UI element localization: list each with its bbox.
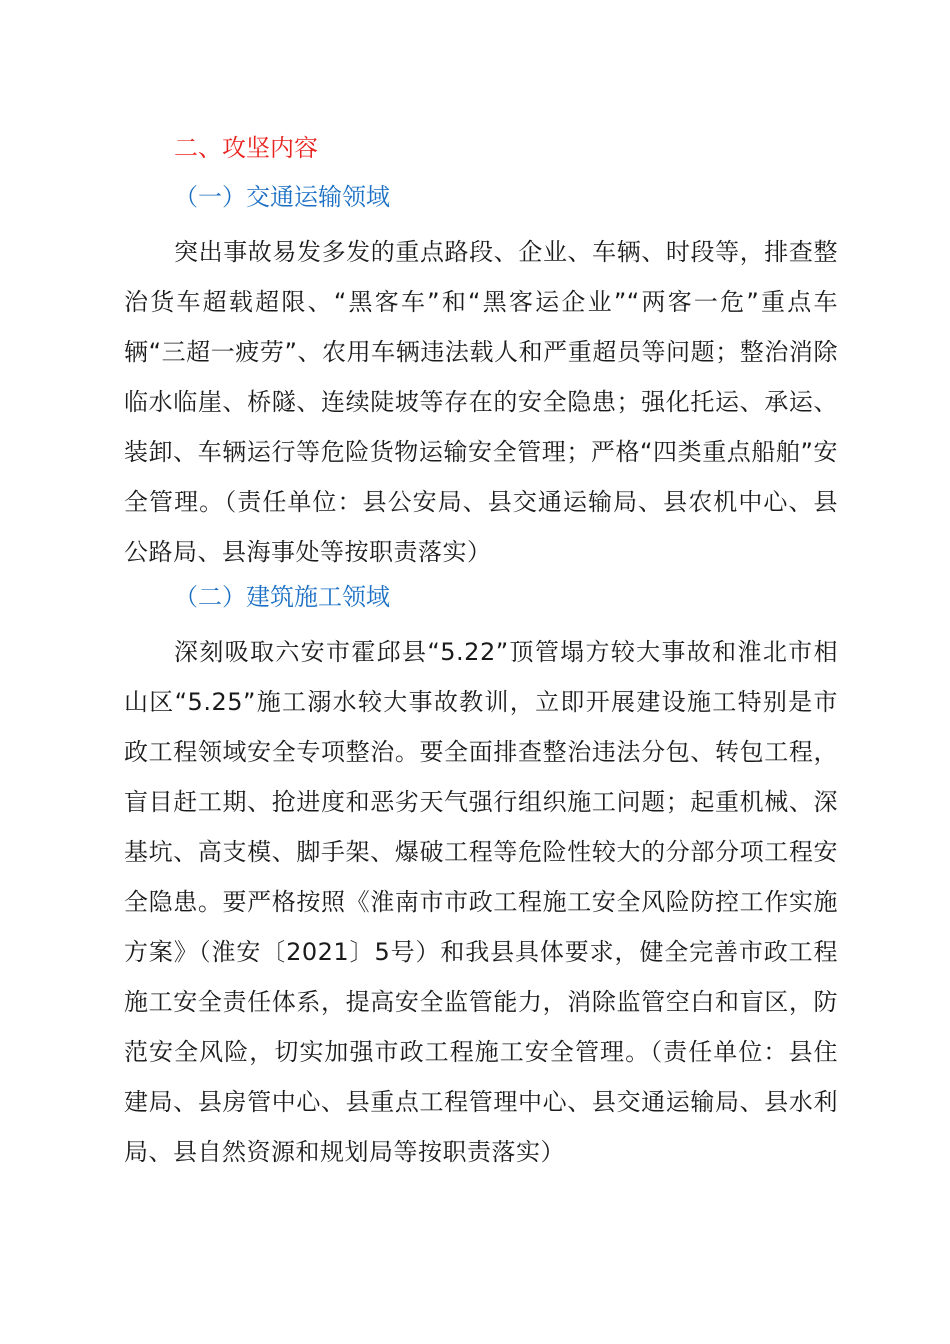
document-page: [124, 128, 838, 1177]
paragraph-construction: 深刻吸取六安市霍邱县“5.22”顶管塌方较大事故和淮北市相山区“5.25”施工溺水较大事故教训，立即开展建设施工特别是市政工程领域安全专项整治。要全面排查整治违法分包、转包工程，盲目赶工期、抢进度和恶劣天气强行组织施工问题；起重机械、深基坑、高支模、脚手架、爆破工程等危险性较大的分部分项工程安全隐患。要严格按照《淮南市市政工程施工安全风险防控工作实施方案》（淮安〔2021〕5号）和我县具体要求，健全完善市政工程施工安全责任体系，提高安全监管能力，消除监管空白和盲区，防范安全风险，切实加强市政工程施工安全管理。（责任单位：县住建局、县房管中心、县重点工程管理中心、县交通运输局、县水利局、县自然资源和规划局等按职责落实）: [124, 638, 838, 1166]
subsection-heading-construction: （二）建筑施工领域: [174, 583, 390, 611]
paragraph-transport: 突出事故易发多发的重点路段、企业、车辆、时段等，排查整治货车超载超限、“黑客车”和“黑客运企业”“两客一危”重点车辆“三超一疲劳”、农用车辆违法载人和严重超员等问题；整治消除临水临崖、桥隧、连续陡坡等存在的安全隐患；强化托运、承运、装卸、车辆运行等危险货物运输安全管理；严格“四类重点船舶”安全管理。（责任单位：县公安局、县交通运输局、县农机中心、县公路局、县海事处等按职责落实）: [124, 238, 838, 566]
subsection-heading-transport: （一）交通运输领域: [174, 183, 390, 211]
section-title: 二、攻坚内容: [174, 134, 318, 162]
